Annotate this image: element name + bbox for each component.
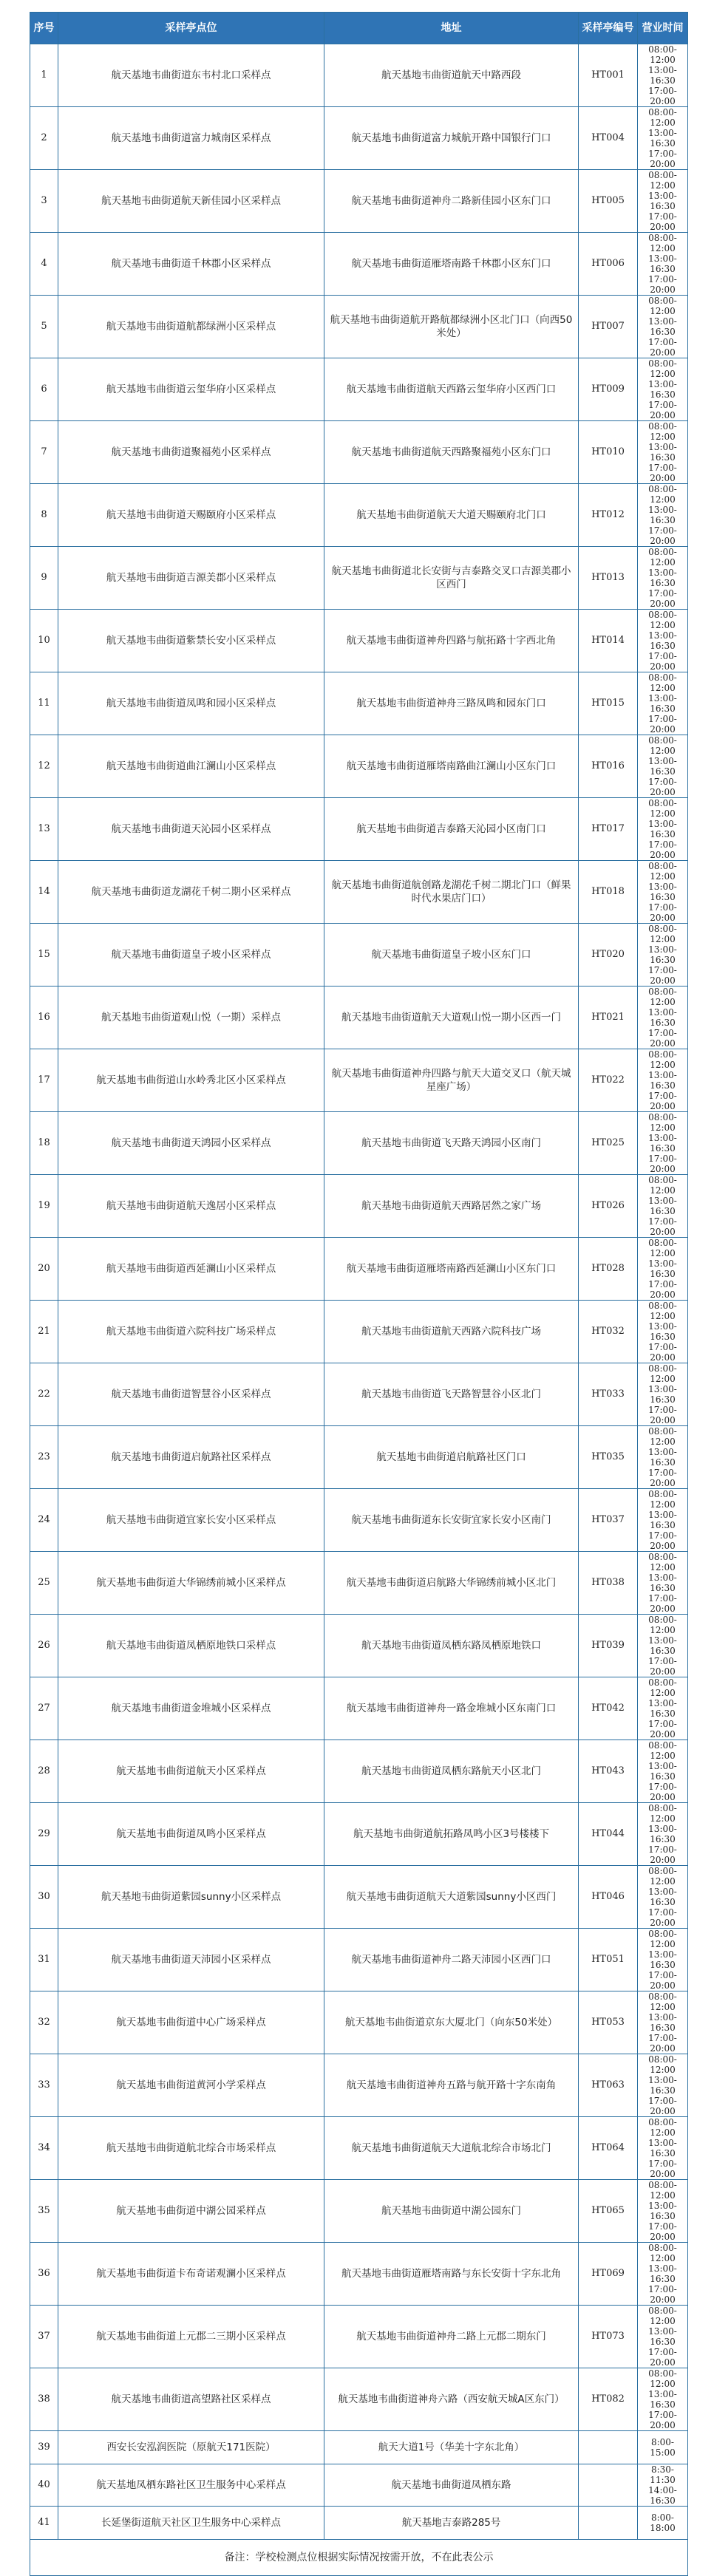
- cell-address: 航天基地韦曲街道航天大道天赐颐府北门口: [324, 484, 579, 547]
- cell-hours: 8:00-18:00: [638, 2507, 688, 2540]
- cell-address: 航天基地韦曲街道凤栖东路: [324, 2464, 579, 2507]
- cell-seq: 38: [30, 2368, 58, 2431]
- cell-address: 航天基地韦曲街道启航路大华锦绣前城小区北门: [324, 1552, 579, 1615]
- cell-code: HT005: [579, 170, 638, 233]
- table-row: [30, 1112, 688, 1175]
- cell-site-name: 航天基地韦曲街道吉源美郡小区采样点: [58, 547, 324, 610]
- table-row: [30, 1866, 688, 1929]
- cell-site-name: 航天基地韦曲街道凤栖原地铁口采样点: [58, 1615, 324, 1677]
- cell-seq: 35: [30, 2180, 58, 2243]
- cell-seq: 11: [30, 672, 58, 735]
- cell-site-name: 航天基地韦曲街道凤鸣小区采样点: [58, 1803, 324, 1866]
- cell-address: 航天基地韦曲街道航天西路六院科技广场: [324, 1301, 579, 1363]
- cell-code: HT022: [579, 1049, 638, 1112]
- cell-code: HT028: [579, 1238, 638, 1301]
- table-row: [30, 170, 688, 233]
- cell-code: HT020: [579, 924, 638, 987]
- cell-hours: 08:00-12:00 13:00-16:30 17:00-20:00: [638, 233, 688, 296]
- cell-hours: 08:00-12:00 13:00-16:30 17:00-20:00: [638, 2368, 688, 2431]
- footer-note: 备注：学校检测点位根据实际情况按需开放，不在此表公示: [30, 2540, 688, 2576]
- table-row: [30, 358, 688, 421]
- header-name: 采样亭点位: [58, 13, 324, 44]
- cell-seq: 5: [30, 296, 58, 358]
- cell-seq: 12: [30, 735, 58, 798]
- cell-site-name: 航天基地韦曲街道天赐颐府小区采样点: [58, 484, 324, 547]
- table-row: [30, 296, 688, 358]
- cell-code: HT007: [579, 296, 638, 358]
- cell-code: HT043: [579, 1740, 638, 1803]
- cell-hours: 08:00-12:00 13:00-16:30 17:00-20:00: [638, 1238, 688, 1301]
- cell-address: 航天基地韦曲街道北长安街与吉泰路交叉口吉源美郡小区西门: [324, 547, 579, 610]
- cell-hours: 08:00-12:00 13:00-16:30 17:00-20:00: [638, 170, 688, 233]
- cell-code: HT064: [579, 2117, 638, 2180]
- cell-address: 航天基地韦曲街道京东大厦北门（向东50米处）: [324, 1991, 579, 2054]
- cell-seq: 3: [30, 170, 58, 233]
- cell-code: HT069: [579, 2243, 638, 2306]
- table-header-row: [30, 13, 688, 44]
- cell-address: 航天大道1号（华美十字东北角）: [324, 2431, 579, 2464]
- cell-hours: 08:00-12:00 13:00-16:30 17:00-20:00: [638, 1426, 688, 1489]
- cell-address: 航天基地韦曲街道皇子坡小区东门口: [324, 924, 579, 987]
- cell-seq: 10: [30, 610, 58, 672]
- cell-site-name: 航天基地韦曲街道航天小区采样点: [58, 1740, 324, 1803]
- cell-code: HT025: [579, 1112, 638, 1175]
- cell-address: 航天基地韦曲街道启航路社区门口: [324, 1426, 579, 1489]
- cell-hours: 08:00-12:00 13:00-16:30 17:00-20:00: [638, 610, 688, 672]
- cell-seq: 6: [30, 358, 58, 421]
- header-code: 采样亭编号: [579, 13, 638, 44]
- cell-code: HT026: [579, 1175, 638, 1238]
- cell-site-name: 航天基地韦曲街道曲江澜山小区采样点: [58, 735, 324, 798]
- cell-seq: 7: [30, 421, 58, 484]
- cell-site-name: 航天基地韦曲街道聚福苑小区采样点: [58, 421, 324, 484]
- cell-address: 航天基地韦曲街道神舟五路与航开路十字东南角: [324, 2054, 579, 2117]
- cell-hours: 08:00-12:00 13:00-16:30 17:00-20:00: [638, 1175, 688, 1238]
- cell-address: 航天基地韦曲街道航天大道观山悦一期小区西一门: [324, 987, 579, 1049]
- cell-hours: 08:00-12:00 13:00-16:30 17:00-20:00: [638, 1552, 688, 1615]
- cell-hours: 08:00-12:00 13:00-16:30 17:00-20:00: [638, 672, 688, 735]
- cell-code: HT051: [579, 1929, 638, 1991]
- cell-seq: 16: [30, 987, 58, 1049]
- table-row: [30, 2243, 688, 2306]
- cell-code: HT004: [579, 107, 638, 170]
- table-row: [30, 1426, 688, 1489]
- cell-site-name: 航天基地韦曲街道观山悦（一期）采样点: [58, 987, 324, 1049]
- cell-address: 航天基地韦曲街道雁塔南路与东长安街十字东北角: [324, 2243, 579, 2306]
- cell-address: 航天基地韦曲街道航天西路居然之家广场: [324, 1175, 579, 1238]
- cell-hours: 08:00-12:00 13:00-16:30 17:00-20:00: [638, 1049, 688, 1112]
- cell-seq: 37: [30, 2306, 58, 2368]
- cell-site-name: 航天基地韦曲街道紫园sunny小区采样点: [58, 1866, 324, 1929]
- cell-site-name: 航天基地韦曲街道千林郡小区采样点: [58, 233, 324, 296]
- cell-site-name: 航天基地韦曲街道云玺华府小区采样点: [58, 358, 324, 421]
- cell-hours: 08:00-12:00 13:00-16:30 17:00-20:00: [638, 798, 688, 861]
- cell-code: HT042: [579, 1677, 638, 1740]
- cell-hours: 08:00-12:00 13:00-16:30 17:00-20:00: [638, 1866, 688, 1929]
- table-row: [30, 1489, 688, 1552]
- cell-site-name: 航天基地韦曲街道金堆城小区采样点: [58, 1677, 324, 1740]
- cell-site-name: 航天基地韦曲街道航天逸居小区采样点: [58, 1175, 324, 1238]
- cell-code: HT012: [579, 484, 638, 547]
- cell-address: 航天基地韦曲街道航天西路云玺华府小区西门口: [324, 358, 579, 421]
- table-row: [30, 1803, 688, 1866]
- cell-code: HT032: [579, 1301, 638, 1363]
- cell-site-name: 航天基地韦曲街道凤鸣和园小区采样点: [58, 672, 324, 735]
- cell-address: 航天基地韦曲街道东长安街宜家长安小区南门: [324, 1489, 579, 1552]
- cell-address: 航天基地韦曲街道航拓路凤鸣小区3号楼楼下: [324, 1803, 579, 1866]
- cell-seq: 2: [30, 107, 58, 170]
- table-row: [30, 1363, 688, 1426]
- cell-hours: 08:00-12:00 13:00-16:30 17:00-20:00: [638, 107, 688, 170]
- cell-address: 航天基地韦曲街道航开路航都绿洲小区北门口（向西50米处）: [324, 296, 579, 358]
- cell-seq: 29: [30, 1803, 58, 1866]
- cell-seq: 23: [30, 1426, 58, 1489]
- table-row: [30, 2368, 688, 2431]
- cell-code: HT037: [579, 1489, 638, 1552]
- table-row: [30, 1929, 688, 1991]
- cell-site-name: 航天基地韦曲街道航都绿洲小区采样点: [58, 296, 324, 358]
- cell-code: HT016: [579, 735, 638, 798]
- cell-seq: 8: [30, 484, 58, 547]
- cell-address: 航天基地韦曲街道航天大道紫园sunny小区西门: [324, 1866, 579, 1929]
- cell-hours: 08:00-12:00 13:00-16:30 17:00-20:00: [638, 1991, 688, 2054]
- cell-site-name: 航天基地韦曲街道紫禁长安小区采样点: [58, 610, 324, 672]
- cell-hours: 08:00-12:00 13:00-16:30 17:00-20:00: [638, 1740, 688, 1803]
- table-row: [30, 2180, 688, 2243]
- cell-hours: 08:00-12:00 13:00-16:30 17:00-20:00: [638, 1363, 688, 1426]
- header-seq: 序号: [30, 13, 58, 44]
- cell-site-name: 航天基地韦曲街道天鸿园小区采样点: [58, 1112, 324, 1175]
- footer-row: [30, 2540, 688, 2576]
- cell-site-name: 航天基地韦曲街道中心广场采样点: [58, 1991, 324, 2054]
- cell-address: 航天基地韦曲街道富力城航开路中国银行门口: [324, 107, 579, 170]
- cell-address: 航天基地吉泰路285号: [324, 2507, 579, 2540]
- cell-site-name: 航天基地韦曲街道宜家长安小区采样点: [58, 1489, 324, 1552]
- cell-seq: 13: [30, 798, 58, 861]
- cell-site-name: 航天基地韦曲街道航天新佳园小区采样点: [58, 170, 324, 233]
- cell-hours: 08:00-12:00 13:00-16:30 17:00-20:00: [638, 2180, 688, 2243]
- cell-address: 航天基地韦曲街道吉泰路天沁园小区南门口: [324, 798, 579, 861]
- cell-seq: 32: [30, 1991, 58, 2054]
- cell-hours: 08:00-12:00 13:00-16:30 17:00-20:00: [638, 484, 688, 547]
- cell-site-name: 航天基地韦曲街道航北综合市场采样点: [58, 2117, 324, 2180]
- header-hours: 营业时间: [638, 13, 688, 44]
- cell-code: HT018: [579, 861, 638, 924]
- cell-site-name: 航天基地韦曲街道高望路社区采样点: [58, 2368, 324, 2431]
- cell-site-name: 航天基地韦曲街道中湖公园采样点: [58, 2180, 324, 2243]
- cell-seq: 9: [30, 547, 58, 610]
- cell-site-name: 航天基地韦曲街道富力城南区采样点: [58, 107, 324, 170]
- cell-seq: 26: [30, 1615, 58, 1677]
- table-row: [30, 547, 688, 610]
- cell-site-name: 航天基地韦曲街道卡布奇诺观澜小区采样点: [58, 2243, 324, 2306]
- cell-site-name: 航天基地韦曲街道龙湖花千树二期小区采样点: [58, 861, 324, 924]
- cell-address: 航天基地韦曲街道航天西路聚福苑小区东门口: [324, 421, 579, 484]
- cell-code: [579, 2431, 638, 2464]
- cell-site-name: 航天基地韦曲街道天沁园小区采样点: [58, 798, 324, 861]
- table-row: [30, 1677, 688, 1740]
- cell-seq: 17: [30, 1049, 58, 1112]
- cell-seq: 41: [30, 2507, 58, 2540]
- cell-hours: 08:00-12:00 13:00-16:30 17:00-20:00: [638, 358, 688, 421]
- cell-seq: 19: [30, 1175, 58, 1238]
- cell-code: HT015: [579, 672, 638, 735]
- table-row: [30, 1049, 688, 1112]
- cell-code: HT073: [579, 2306, 638, 2368]
- cell-address: 航天基地韦曲街道凤栖东路凤栖原地铁口: [324, 1615, 579, 1677]
- cell-seq: 1: [30, 44, 58, 107]
- cell-hours: 08:00-12:00 13:00-16:30 17:00-20:00: [638, 2306, 688, 2368]
- cell-seq: 14: [30, 861, 58, 924]
- cell-seq: 15: [30, 924, 58, 987]
- cell-code: HT046: [579, 1866, 638, 1929]
- cell-hours: 08:00-12:00 13:00-16:30 17:00-20:00: [638, 1615, 688, 1677]
- cell-hours: 08:00-12:00 13:00-16:30 17:00-20:00: [638, 547, 688, 610]
- cell-address: 航天基地韦曲街道雁塔南路曲江澜山小区东门口: [324, 735, 579, 798]
- cell-code: HT063: [579, 2054, 638, 2117]
- cell-hours: 08:00-12:00 13:00-16:30 17:00-20:00: [638, 861, 688, 924]
- table-row: [30, 2306, 688, 2368]
- table-row: [30, 233, 688, 296]
- table-row: [30, 1740, 688, 1803]
- cell-hours: 08:00-12:00 13:00-16:30 17:00-20:00: [638, 924, 688, 987]
- cell-site-name: 航天基地韦曲街道上元郡二三期小区采样点: [58, 2306, 324, 2368]
- cell-site-name: 航天基地韦曲街道西延澜山小区采样点: [58, 1238, 324, 1301]
- cell-hours: 08:00-12:00 13:00-16:30 17:00-20:00: [638, 2117, 688, 2180]
- cell-address: 航天基地韦曲街道神舟二路天沛园小区西门口: [324, 1929, 579, 1991]
- table-row: [30, 1991, 688, 2054]
- table-row: [30, 44, 688, 107]
- cell-seq: 21: [30, 1301, 58, 1363]
- table-row: [30, 861, 688, 924]
- cell-site-name: 航天基地韦曲街道智慧谷小区采样点: [58, 1363, 324, 1426]
- cell-site-name: 航天基地韦曲街道大华锦绣前城小区采样点: [58, 1552, 324, 1615]
- cell-hours: 08:00-12:00 13:00-16:30 17:00-20:00: [638, 1929, 688, 1991]
- cell-address: 航天基地韦曲街道神舟四路与航拓路十字西北角: [324, 610, 579, 672]
- cell-hours: 08:00-12:00 13:00-16:30 17:00-20:00: [638, 1112, 688, 1175]
- cell-hours: 08:00-12:00 13:00-16:30 17:00-20:00: [638, 421, 688, 484]
- cell-hours: 8:00-15:00: [638, 2431, 688, 2464]
- table-row: [30, 672, 688, 735]
- cell-site-name: 航天基地韦曲街道黄河小学采样点: [58, 2054, 324, 2117]
- cell-site-name: 长延堡街道航天社区卫生服务中心采样点: [58, 2507, 324, 2540]
- cell-code: HT065: [579, 2180, 638, 2243]
- cell-address: 航天基地韦曲街道雁塔南路西延澜山小区东门口: [324, 1238, 579, 1301]
- cell-seq: 33: [30, 2054, 58, 2117]
- cell-hours: 08:00-12:00 13:00-16:30 17:00-20:00: [638, 1301, 688, 1363]
- cell-code: HT082: [579, 2368, 638, 2431]
- cell-code: [579, 2507, 638, 2540]
- cell-site-name: 航天基地韦曲街道六院科技广场采样点: [58, 1301, 324, 1363]
- cell-address: 航天基地韦曲街道航天中路西段: [324, 44, 579, 107]
- table-row: [30, 1175, 688, 1238]
- cell-site-name: 航天基地韦曲街道启航路社区采样点: [58, 1426, 324, 1489]
- cell-address: 航天基地韦曲街道飞天路天鸿园小区南门: [324, 1112, 579, 1175]
- table-row: [30, 2431, 688, 2464]
- table-row: [30, 107, 688, 170]
- cell-code: HT021: [579, 987, 638, 1049]
- cell-address: 航天基地韦曲街道神舟四路与航天大道交叉口（航天城星座广场）: [324, 1049, 579, 1112]
- table-row: [30, 610, 688, 672]
- table-row: [30, 924, 688, 987]
- cell-code: HT038: [579, 1552, 638, 1615]
- table-row: [30, 1238, 688, 1301]
- cell-site-name: 航天基地凤栖东路社区卫生服务中心采样点: [58, 2464, 324, 2507]
- cell-code: HT017: [579, 798, 638, 861]
- cell-address: 航天基地韦曲街道神舟一路金堆城小区东南门口: [324, 1677, 579, 1740]
- table-row: [30, 1552, 688, 1615]
- cell-site-name: 航天基地韦曲街道山水岭秀北区小区采样点: [58, 1049, 324, 1112]
- cell-address: 航天基地韦曲街道凤栖东路航天小区北门: [324, 1740, 579, 1803]
- cell-address: 航天基地韦曲街道雁塔南路千林郡小区东门口: [324, 233, 579, 296]
- cell-hours: 08:00-12:00 13:00-16:30 17:00-20:00: [638, 987, 688, 1049]
- cell-site-name: 航天基地韦曲街道皇子坡小区采样点: [58, 924, 324, 987]
- cell-address: 航天基地韦曲街道神舟三路凤鸣和园东门口: [324, 672, 579, 735]
- cell-seq: 39: [30, 2431, 58, 2464]
- table-row: [30, 484, 688, 547]
- cell-address: 航天基地韦曲街道航天大道航北综合市场北门: [324, 2117, 579, 2180]
- cell-site-name: 航天基地韦曲街道天沛园小区采样点: [58, 1929, 324, 1991]
- cell-code: HT014: [579, 610, 638, 672]
- cell-address: 航天基地韦曲街道神舟二路新佳园小区东门口: [324, 170, 579, 233]
- table-row: [30, 2464, 688, 2507]
- cell-code: HT035: [579, 1426, 638, 1489]
- cell-hours: 08:00-12:00 13:00-16:30 17:00-20:00: [638, 1489, 688, 1552]
- cell-seq: 18: [30, 1112, 58, 1175]
- cell-code: HT039: [579, 1615, 638, 1677]
- cell-seq: 30: [30, 1866, 58, 1929]
- cell-hours: 8:30-11:30 14:00-16:30: [638, 2464, 688, 2507]
- cell-seq: 25: [30, 1552, 58, 1615]
- cell-hours: 08:00-12:00 13:00-16:30 17:00-20:00: [638, 44, 688, 107]
- cell-hours: 08:00-12:00 13:00-16:30 17:00-20:00: [638, 1803, 688, 1866]
- cell-seq: 27: [30, 1677, 58, 1740]
- table-row: [30, 798, 688, 861]
- cell-code: HT010: [579, 421, 638, 484]
- cell-seq: 28: [30, 1740, 58, 1803]
- cell-address: 航天基地韦曲街道中湖公园东门: [324, 2180, 579, 2243]
- cell-code: HT013: [579, 547, 638, 610]
- testing-sites-sheet: [30, 12, 687, 2576]
- table-row: [30, 2507, 688, 2540]
- cell-seq: 34: [30, 2117, 58, 2180]
- cell-seq: 31: [30, 1929, 58, 1991]
- cell-hours: 08:00-12:00 13:00-16:30 17:00-20:00: [638, 2243, 688, 2306]
- table-row: [30, 1615, 688, 1677]
- cell-seq: 36: [30, 2243, 58, 2306]
- cell-address: 航天基地韦曲街道航创路龙湖花千树二期北门口（鲜果时代水果店门口）: [324, 861, 579, 924]
- table-row: [30, 1301, 688, 1363]
- cell-address: 航天基地韦曲街道神舟六路（西安航天城A区东门）: [324, 2368, 579, 2431]
- table-row: [30, 2117, 688, 2180]
- testing-sites-table: [30, 12, 688, 2576]
- cell-code: HT044: [579, 1803, 638, 1866]
- table-row: [30, 987, 688, 1049]
- cell-seq: 20: [30, 1238, 58, 1301]
- cell-code: HT033: [579, 1363, 638, 1426]
- header-address: 地址: [324, 13, 579, 44]
- cell-code: HT053: [579, 1991, 638, 2054]
- cell-hours: 08:00-12:00 13:00-16:30 17:00-20:00: [638, 296, 688, 358]
- table-row: [30, 421, 688, 484]
- table-row: [30, 735, 688, 798]
- cell-code: [579, 2464, 638, 2507]
- table-row: [30, 2054, 688, 2117]
- cell-hours: 08:00-12:00 13:00-16:30 17:00-20:00: [638, 1677, 688, 1740]
- cell-address: 航天基地韦曲街道飞天路智慧谷小区北门: [324, 1363, 579, 1426]
- cell-seq: 4: [30, 233, 58, 296]
- cell-seq: 40: [30, 2464, 58, 2507]
- cell-seq: 24: [30, 1489, 58, 1552]
- cell-code: HT009: [579, 358, 638, 421]
- cell-hours: 08:00-12:00 13:00-16:30 17:00-20:00: [638, 2054, 688, 2117]
- cell-code: HT001: [579, 44, 638, 107]
- cell-site-name: 西安长安泓润医院（原航天171医院）: [58, 2431, 324, 2464]
- cell-hours: 08:00-12:00 13:00-16:30 17:00-20:00: [638, 735, 688, 798]
- cell-code: HT006: [579, 233, 638, 296]
- cell-site-name: 航天基地韦曲街道东韦村北口采样点: [58, 44, 324, 107]
- cell-address: 航天基地韦曲街道神舟二路上元郡二期东门: [324, 2306, 579, 2368]
- table-body: [30, 44, 688, 2540]
- cell-seq: 22: [30, 1363, 58, 1426]
